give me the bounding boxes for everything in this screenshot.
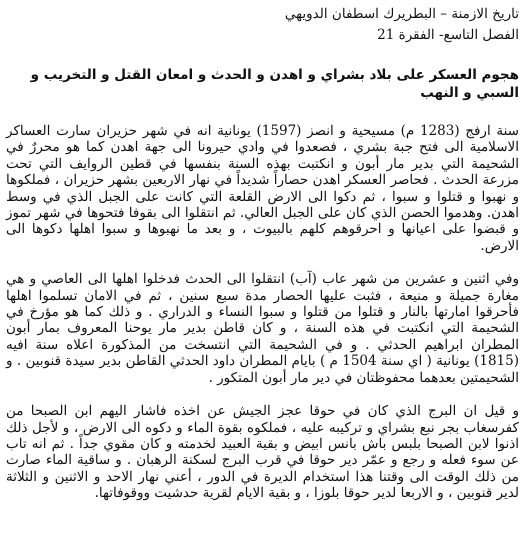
chapter-line: الفصل التاسع- الفقرة 21: [377, 27, 519, 43]
paragraph-1: سنة ارفج (1283 م) مسيحية و انصز (1597) يونانية انه في شهر حزيران سارت العساكر الاسلامية الى فتح جبة بشري ، فصعدوا في وادي حيرونا الى جهة اهدن كما هو محررٌ في الشحيمة التي بدير مار أبون و انكتبت بهذه السنة بنفسها في قطين الروايف التي تحت مزرعة الحدث . فحاصر العسكر اهدن حصاراً شديداً في نهار الاربعين بشهر حزيران ، فملكوها و نهبوا و قتلوا و سبوا ، ثم دكوا الى الارض القلعة التي كانت على الجبل الذي في وسط اهدن. وهدموا الحصن الذي كان على الجبل العالي. ثم انتقلوا الى بقوفا فتحوها في شهر تموز و قبضوا على اعيانها و احرقوهم كلهم بالبيوت ، و بعد ما نهبوها و سبوا اهلها دكوها الى الارض.: [6, 123, 519, 254]
paragraph-3: و قيل ان البرج الذي كان في حوقا عجز الجيش عن اخذه فاشار اليهم ابن الصبحا من كفرسغاب بجر نبع بشراي و تركيبه عليه ، فملكوه بقوة الماء و دكوه الى الارض ، و لأجل ذلك اذنوا لابن الصبحا بلبس باش بانس ابيض و بقية العبيد لخدمته و كان مقوي جداً . ثم انه تاب عن سوء فعله و رجع و عمّر دير حوقا في قرب البرج لسكنة الرهبان . و ساقية الماء صارت من ذلك الوقت الى وقتنا هذا استخدام الديرة في الدور ، أعني نهار الاحد و الاثنين و الثلاثة لدير قنوبين ، و الاربعا لدير حوقا بلوزا ، و بقية الايام لقرية حدشيت ووقوفاتها.: [6, 403, 519, 502]
source-line: تاريخ الازمنة – البطريرك اسطفان الدويهي: [284, 6, 519, 22]
paragraph-2: وفي اثنين و عشرين من شهر عاب (آب) انتقلوا الى الحدث فدخلوا اهلها الى العاصي و هي مغارة جميلة و منيعة ، فثبت عليها الحصار مدة سبع سنين ، ثم في الامان تسلموا اهلها فأحرقوا امارتها بالنار و قتلوا من قتلوا و سبوا النساء و الدراري . و ذلك كما هو مؤرخ في الشحيمة التي انكتبت في هذه السنة ، و كان قاطن بدير مار يوحنا المعروف بمار أبون المطران ابراهيم الحدثي . و في الشحيمة التي انتسخت من المذكورة اعلاه سنة افيه (1815) يونانية ( اي سنة 1504 م ) بايام المطران داود الحدثي القاطن بدير سيدة قنوبين . و الشحيمتين بعدهما محفوظتان في دير مار أبون المتكور .: [6, 271, 519, 386]
section-heading: هجوم العسكر على بلاد بشراي و اهدن و الحدث و امعان القتل و التخريب و السبي و النهب: [30, 67, 519, 101]
